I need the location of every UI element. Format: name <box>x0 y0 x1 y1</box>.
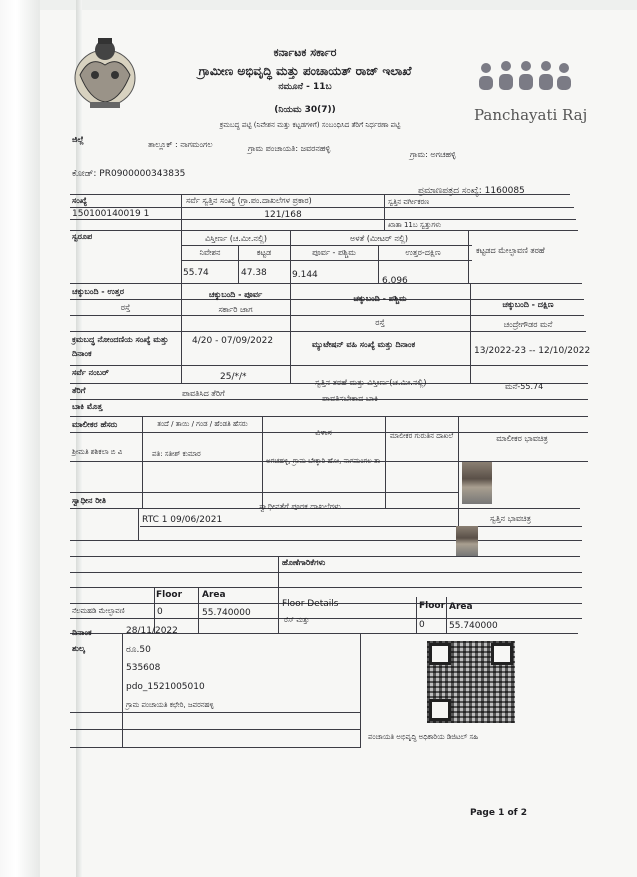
qr-code <box>427 641 515 723</box>
issue-date: 28/11/2022 <box>126 626 178 636</box>
encumbrance-label: ಹೊಣೆಗಾರಿಕೆಗಳು <box>282 558 326 567</box>
floor-header-left: Floor <box>156 590 183 600</box>
acquisition-label: ಸ್ವಾಧೀನ ರೀತಿ <box>72 496 106 505</box>
survey-label: ಸರ್ವೆ ಸ್ವತ್ತಿನ ಸಂಖ್ಯೆ (ಗ್ರಾ.ಪಂ.ದಾಖಲೆಗಳ ಪ್ರಕಾರ) <box>186 196 312 205</box>
registration-value: 4/20 - 07/09/2022 <box>192 336 274 346</box>
mutation-label: ಮ್ಯುಟೇಷನ್ ವಹಿ ಸಂಖ್ಯೆ ಮತ್ತು ದಿನಾಂಕ <box>312 340 416 349</box>
north-label: ಚಕ್ಕುಬಂದಿ - ಉತ್ತರ <box>72 287 124 296</box>
property-kind-label: ಸ್ವತ್ತಿನ ತರಹೆ ಮತ್ತು ವಿಸ್ತೀರ್ಣ(ಚ.ಮೀ.ನಲ್ಲಿ) <box>315 378 427 387</box>
form-number: ನಮೂನೆ - 11ಬ <box>278 82 332 92</box>
property-type-label: ಸ್ವತ್ತಿನ ವರ್ಗೀಕರಣ <box>388 198 430 206</box>
property-number: 121/168 <box>264 210 302 220</box>
tax-paid-label: ಪಾವತಿಸಿದ ತೆರಿಗೆ <box>182 389 225 398</box>
tax-label: ತೆರಿಗೆ <box>72 386 86 395</box>
south-label: ಚಕ್ಕುಬಂದಿ - ದಕ್ಷಿಣ <box>502 300 554 309</box>
property-id: 150100140019 1 <box>72 209 150 219</box>
north-value: ರಸ್ತೆ <box>120 303 131 312</box>
floor-details-header: Floor Details <box>282 599 339 609</box>
balance-label: ಬಾಕಿ ಮೊತ್ತ <box>72 402 103 411</box>
owner-name-label: ಮಾಲೀಕರ ಹೆಸರು <box>72 420 118 429</box>
area-header-right: Area <box>449 602 473 612</box>
gram-panchayat: ಗ್ರಾಮ ಪಂಚಾಯತಿ: ಜವರನಹಳ್ಳಿ <box>248 144 331 153</box>
office-name: ಗ್ರಾಮ ಪಂಚಾಯತಿ ಕಛೇರಿ, ಜವರನಹಳ್ಳಿ <box>126 701 214 709</box>
site-area: 55.74 <box>183 268 209 278</box>
tax-due-label: ಪಾವತಿಸಬೇಕಾದ ಬಾಕಿ <box>322 394 378 403</box>
property-type-value: ಖಾತಾ 11ಬ ಸ್ವತ್ತುಗಳು <box>388 221 442 229</box>
property-photo <box>456 526 478 556</box>
building-label: ಕಟ್ಟಡ <box>256 248 272 257</box>
area-label: ವಿಸ್ತೀರ್ಣ (ಚ.ಮೀ.ನಲ್ಲಿ) <box>205 234 267 243</box>
property-kind-value: ಮನೆ-55.74 <box>505 382 544 391</box>
south-value: ಚಂದ್ರೇಗೌಡರ ಮನೆ <box>503 320 553 329</box>
west-label: ಚಕ್ಕುಬಂದಿ - ಪಶ್ಚಿಮ <box>353 294 407 303</box>
property-photo-label: ಸ್ವತ್ತಿನ ಭಾವಚಿತ್ರ <box>490 514 531 523</box>
floor-right: 0 <box>419 620 425 630</box>
kind-label: ಸ್ವರೂಪ <box>72 232 93 241</box>
page-fold <box>76 0 82 877</box>
fee: ರೂ.50 <box>126 645 151 655</box>
east-value: ಸರ್ಕಾರಿ ಜಾಗ <box>218 305 253 314</box>
floor-detail-left: ನೆಲಮಹಡಿ ಮೇಲ್ಛಾವಣಿ <box>72 607 125 615</box>
page-number: Page 1 of 2 <box>470 808 527 818</box>
owner-relation: ಪತಿ: ಸತೀಶ್ ಕುಮಾರ <box>152 450 201 458</box>
owner-address: ಅಗಚಹಳ್ಳಿ, ಗ್ರಾಮ ಬೇಕ್ಕಾರಿ ಹೋ, ನಾಗಮಂಗಲ ತಾ <box>266 457 381 465</box>
site-label: ನಿವೇಶನ <box>199 248 221 257</box>
mutation-value: 13/2022-23 -- 12/10/2022 <box>474 346 591 356</box>
measure-label: ಅಳತೆ (ಮೀಟರ್ ನಲ್ಲಿ) <box>350 234 408 243</box>
building-area: 47.38 <box>241 268 267 278</box>
village: ಗ್ರಾಮ: ಅಗಚಹಳ್ಳಿ <box>410 150 456 159</box>
east-west-length: 9.144 <box>292 270 318 280</box>
digital-signature-label: ಪಂಚಾಯತಿ ಅಭಿವೃದ್ಧಿ ಅಧಿಕಾರಿಯ ಡಿಜಿಟಲ್ ಸಹಿ <box>368 733 479 741</box>
north-south-length: 6.096 <box>382 276 408 286</box>
area-header-left: Area <box>202 590 226 600</box>
floor-detail-right: ರೆಸ್ ಮತ್ತು <box>284 616 310 624</box>
department-title: ಗ್ರಾಮೀಣ ಅಭಿವೃದ್ಧಿ ಮತ್ತು ಪಂಚಾಯತ್ ರಾಜ್ ಇಲಾಖೆ <box>198 64 412 78</box>
west-value: ರಸ್ತೆ <box>375 318 385 327</box>
registration-label: ಕ್ರಮಬದ್ಧ ನೋಂದಣಿಯ ಸಂಖ್ಯೆ ಮತ್ತು ದಿನಾಂಕ <box>72 335 169 358</box>
survey-number-label: ಸರ್ವೆ ನಂಬರ್ <box>72 368 109 377</box>
karnataka-emblem-icon <box>70 30 140 112</box>
east-west-label: ಪೂರ್ವ - ಪಶ್ಚಿಮ <box>312 248 356 257</box>
owner-id-label: ಮಾಲೀಕರ ಗುರುತಿನ ದಾಖಲೆ <box>389 432 454 440</box>
rule-number: (ನಿಯಮ 30(7)) <box>274 105 336 115</box>
survey-number: 25/*/* <box>220 372 247 382</box>
owner-photo <box>462 462 492 504</box>
certificate-number: ಪ್ರಮಾಣಪತ್ರದ ಸಂಖ್ಯೆ: 1160085 <box>418 186 525 196</box>
receipt-number: 535608 <box>126 663 161 673</box>
taluk: ತಾಲ್ಲೂಕ್ : ನಾಗಮಂಗಲ <box>148 140 213 149</box>
book-binding <box>0 0 40 877</box>
east-label: ಚಕ್ಕುಬಂದಿ - ಪೂರ್ವ <box>208 290 263 299</box>
area-right: 55.740000 <box>449 621 498 631</box>
north-south-label: ಉತ್ತರ-ದಕ್ಷಿಣ <box>405 248 441 257</box>
floor-left: 0 <box>157 607 163 617</box>
relation-label: ತಂದೆ / ತಾಯಿ / ಗಂಡ / ಹೆಂಡತಿ ಹೆಸರು <box>157 420 248 428</box>
fee-label: ಶುಲ್ಕ <box>72 644 85 653</box>
govt-title: ಕರ್ನಾಟಕ ಸರ್ಕಾರ <box>273 46 337 59</box>
area-left: 55.740000 <box>202 608 251 618</box>
address-label: ವಿಳಾಸ <box>315 428 332 437</box>
pdo-id: pdo_1521005010 <box>126 682 205 692</box>
supporting-doc: RTC 1 09/06/2021 <box>142 515 223 525</box>
panchayati-raj-logo-text: Panchayati Raj <box>474 106 588 124</box>
property-code: ಕೋಡ್: PR0900000343835 <box>72 169 186 179</box>
floor-header-right: Floor <box>419 601 446 611</box>
row-label-number: ಸಂಖ್ಯೆ <box>72 196 88 205</box>
owner-photo-label: ಮಾಲೀಕರ ಭಾವಚಿತ್ರ <box>496 434 548 443</box>
district-label: ಜಿಲ್ಲೆ <box>72 135 84 144</box>
construction-label: ಕಟ್ಟಡದ ಮೇಲ್ಛಾವಣಿ ತರಹೆ <box>476 246 545 255</box>
date-label: ದಿನಾಂಕ <box>72 628 92 637</box>
owner-name: ಶ್ರೀಮತಿ ಶಶಿಕಲಾ ಬಿ ವಿ <box>72 448 123 456</box>
form-subtitle: ಕ್ರಮಬದ್ಧ ಪಟ್ಟಿ (ನಿವೇಶನ ಮತ್ತು ಕಟ್ಟಡಗಳಿಗೆ) ಸಂಬಂಧಿಸಿದ ತೆರಿಗೆ ನಿರ್ಧರಣಾ ಪಟ್ಟಿ <box>219 121 401 129</box>
supporting-docs-label: ಸ್ವಾಧೀನತೆಗೆ ಪೂರಕ ದಾಖಲೆಗಳು <box>259 502 341 511</box>
